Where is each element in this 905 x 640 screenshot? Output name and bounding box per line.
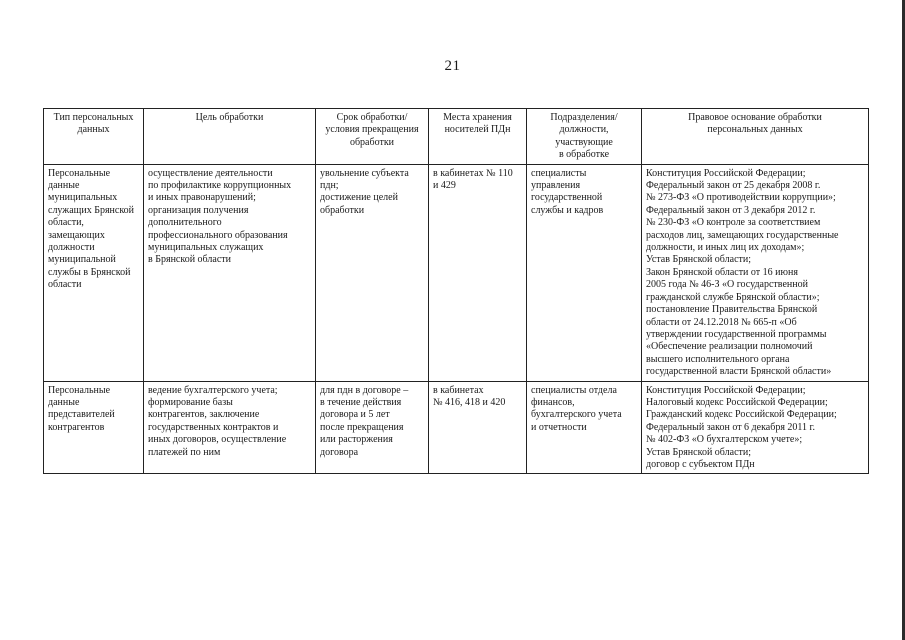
header-processing-term: Срок обработки/ условия прекращения обработки xyxy=(316,109,429,165)
cell-processing-term: увольнение субъекта пдн; достижение целей обработки xyxy=(316,164,429,381)
header-storage-location: Места хранения носителей ПДн xyxy=(429,109,527,165)
cell-legal-basis: Конституция Российской Федерации; Федеральный закон от 25 декабря 2008 г. № 273-ФЗ «О противодействии коррупции»; Федеральный закон от 3 декабря 2012 г. № 230-ФЗ «О контроле за соответствием расходов лиц, замещающих государственные должности, и иных лиц их доходам»; Устав Брянской области; Закон Брянской области от 16 июня 2005 года № 46-З «О государственной гражданской службе Брянской области»; постановление Правительства Брянской области от 24.12.2018 № 665-п «Об утверждении государственной программы «Обеспечение реализации полномочий высшего исполнительного органа государственной власти Брянской области» xyxy=(642,164,869,381)
cell-storage-location: в кабинетах № 110 и 429 xyxy=(429,164,527,381)
cell-data-type: Персональные данные представителей контрагентов xyxy=(44,381,144,474)
cell-purpose: осуществление деятельности по профилактике коррупционных и иных правонарушений; организация получения дополнительного профессионального образования муниципальных служащих в Брянской области xyxy=(144,164,316,381)
table-header-row xyxy=(44,109,869,165)
cell-legal-basis: Конституция Российской Федерации; Налоговый кодекс Российской Федерации; Гражданский кодекс Российской Федерации; Федеральный закон от 6 декабря 2011 г. № 402-ФЗ «О бухгалтерском учете»; Устав Брянской области; договор с субъектом ПДн xyxy=(642,381,869,474)
header-purpose: Цель обработки xyxy=(144,109,316,165)
page-number: 21 xyxy=(444,58,461,74)
cell-storage-location: в кабинетах № 416, 418 и 420 xyxy=(429,381,527,474)
header-data-type: Тип персональных данных xyxy=(44,109,144,165)
header-departments: Подразделения/ должности, участвующие в обработке xyxy=(527,109,642,165)
header-legal-basis: Правовое основание обработки персональных данных xyxy=(642,109,869,165)
table-row xyxy=(44,381,869,474)
cell-purpose: ведение бухгалтерского учета; формирование базы контрагентов, заключение государственных контрактов и иных договоров, осуществление платежей по ним xyxy=(144,381,316,474)
personal-data-table xyxy=(43,108,869,474)
cell-data-type: Персональные данные муниципальных служащих Брянской области, замещающих должности муниципальной службы в Брянской области xyxy=(44,164,144,381)
cell-departments: специалисты отдела финансов, бухгалтерского учета и отчетности xyxy=(527,381,642,474)
cell-processing-term: для пдн в договоре – в течение действия договора и 5 лет после прекращения или расторжения договора xyxy=(316,381,429,474)
cell-departments: специалисты управления государственной службы и кадров xyxy=(527,164,642,381)
table-row xyxy=(44,164,869,381)
